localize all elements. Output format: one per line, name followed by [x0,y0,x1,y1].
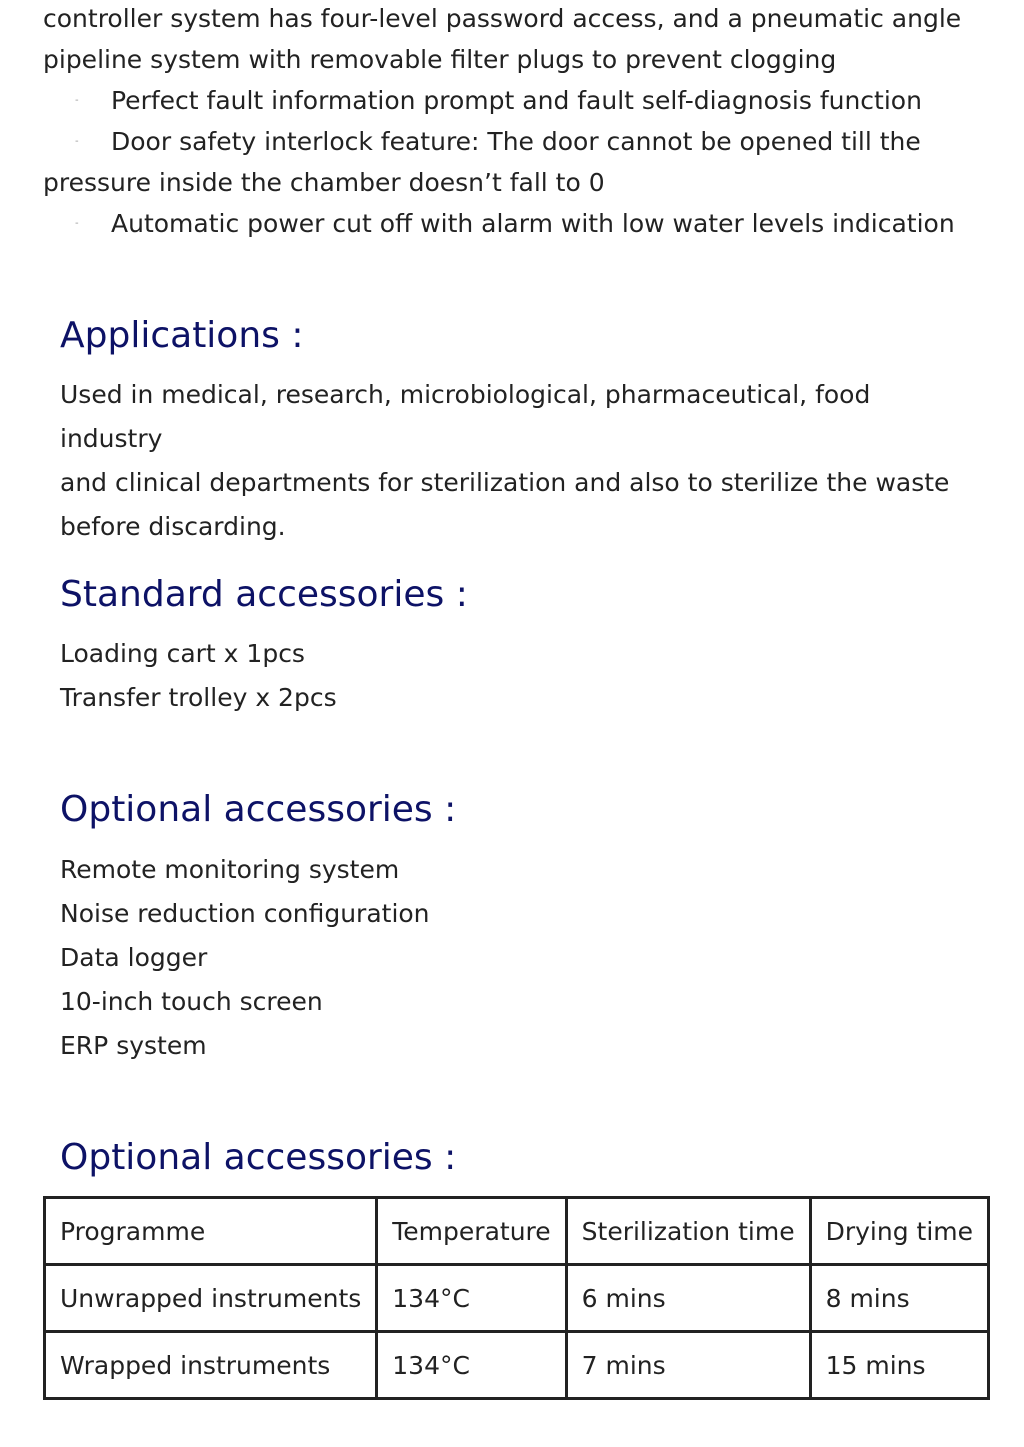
table-cell: Unwrapped instruments [45,1265,377,1332]
bullet-dash: - [75,95,79,106]
table-header-row [45,1198,989,1265]
list-item: Loading cart x 1pcs [60,639,305,668]
standard-accessories-list [60,632,960,720]
bullet-text: Automatic power cut off with alarm with low water levels indication [111,209,955,238]
applications-text [60,373,960,549]
applications-heading: Applications : [60,315,304,356]
bullet-dash: - [75,218,79,229]
table-row [45,1332,989,1399]
table-cell: 8 mins [810,1265,988,1332]
optional-accessories-heading: Optional accessories : [60,789,457,830]
list-item: 10-inch touch screen [60,987,323,1016]
programme-table [43,1196,990,1400]
intro-section [43,0,1003,244]
list-item: Remote monitoring system [60,855,400,884]
applications-line: and clinical departments for sterilization and also to sterilize the waste [60,468,950,497]
table-row [45,1265,989,1332]
bullet-item [43,80,1003,121]
table-header-cell: Temperature [377,1198,566,1265]
applications-line: Used in medical, research, microbiological, pharmaceutical, food industry [60,380,871,453]
applications-line: before discarding. [60,512,286,541]
table-cell: Wrapped instruments [45,1332,377,1399]
bullet-item [43,121,1003,162]
bullet-dash: - [75,136,79,147]
table-header-cell: Drying time [810,1198,988,1265]
bullet-continuation: pressure inside the chamber doesn’t fall to 0 [43,168,605,197]
table-cell: 134°C [377,1265,566,1332]
table-cell: 7 mins [566,1332,810,1399]
bullet-text: Door safety interlock feature: The door cannot be opened till the [111,127,921,156]
programme-table-heading: Optional accessories : [60,1137,457,1178]
table-header-cell: Programme [45,1198,377,1265]
intro-line: controller system has four-level password access, and a pneumatic angle [43,4,962,33]
standard-accessories-heading: Standard accessories : [60,574,468,615]
table-cell: 6 mins [566,1265,810,1332]
list-item: ERP system [60,1031,207,1060]
bullet-item [43,203,1003,244]
table-cell: 134°C [377,1332,566,1399]
table-header-cell: Sterilization time [566,1198,810,1265]
list-item: Noise reduction configuration [60,899,430,928]
bullet-text: Perfect fault information prompt and fault self-diagnosis function [111,86,922,115]
intro-line: pipeline system with removable filter plugs to prevent clogging [43,45,837,74]
table-cell: 15 mins [810,1332,988,1399]
list-item: Data logger [60,943,208,972]
optional-accessories-list [60,848,960,1068]
list-item: Transfer trolley x 2pcs [60,683,337,712]
